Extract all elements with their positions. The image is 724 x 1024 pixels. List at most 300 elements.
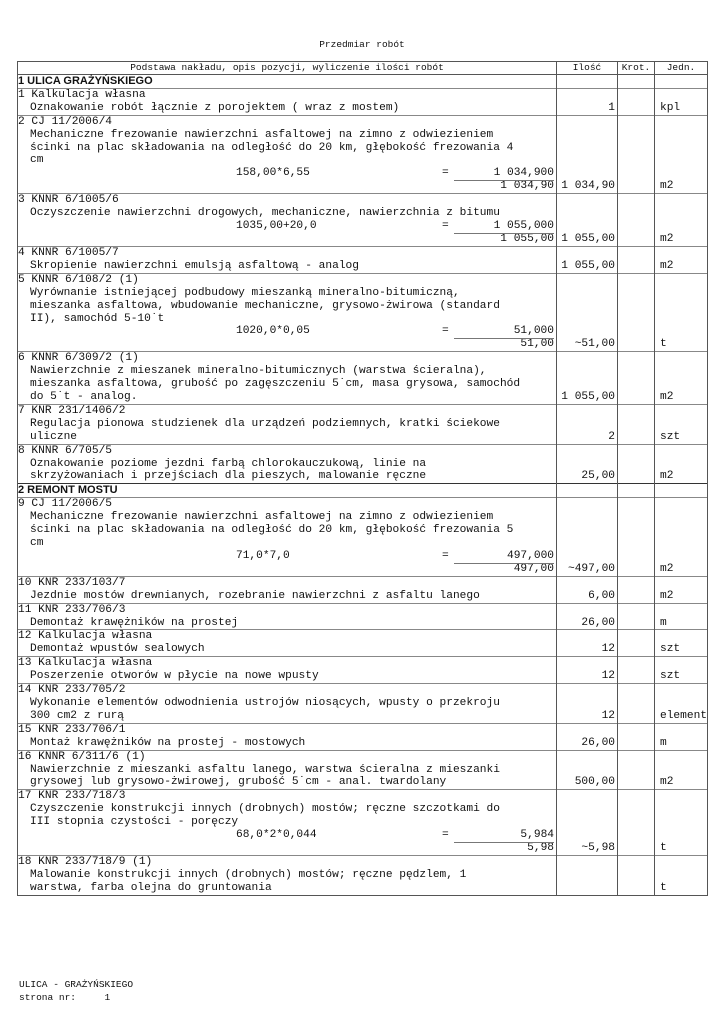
position-description: III stopnia czystości - poręczy	[18, 816, 557, 829]
unit-cell	[655, 603, 708, 616]
calc-result: 51,000	[454, 325, 554, 339]
position-basis: 18 KNR 233/718/9 (1)	[18, 855, 557, 868]
description-row	[18, 287, 708, 300]
unit-cell: szt	[655, 431, 708, 444]
position-basis: 9 CJ 11/2006/5	[18, 498, 557, 511]
multiplier-cell	[618, 233, 655, 246]
description-row	[18, 697, 708, 710]
calc-expression: 68,0*2*0,044	[236, 829, 317, 842]
unit-cell	[655, 498, 708, 511]
multiplier-cell	[618, 207, 655, 220]
position-basis: 7 KNR 231/1406/2	[18, 404, 557, 417]
multiplier-cell	[618, 576, 655, 589]
multiplier-cell	[618, 563, 655, 576]
quantity-cell	[557, 603, 618, 616]
quantity-cell: ~497,00	[557, 563, 618, 576]
quantity-cell	[557, 88, 618, 101]
quantity-cell	[557, 352, 618, 365]
multiplier-cell	[618, 458, 655, 471]
multiplier-cell	[618, 737, 655, 750]
description-row	[18, 816, 708, 829]
unit-cell	[655, 829, 708, 842]
position-description: uliczne	[18, 431, 557, 444]
position-description: Montaż krawężników na prostej - mostowych	[18, 737, 557, 750]
unit-cell	[655, 325, 708, 338]
multiplier-cell	[618, 803, 655, 816]
multiplier-cell	[618, 287, 655, 300]
multiplier-cell	[618, 590, 655, 603]
calc-equals: =	[442, 167, 449, 180]
position-description: Malowanie konstrukcji innych (drobnych) mostów; ręczne pędzlem, 1	[18, 869, 557, 882]
description-row	[18, 511, 708, 524]
unit-cell	[655, 484, 708, 498]
unit-cell	[655, 365, 708, 378]
unit-cell	[655, 129, 708, 142]
quantity-cell: 1 055,00	[557, 391, 618, 404]
multiplier-cell	[618, 697, 655, 710]
calculation-row	[18, 325, 708, 338]
unit-cell: m	[655, 737, 708, 750]
quantity-cell	[557, 194, 618, 207]
multiplier-cell	[618, 378, 655, 391]
unit-cell	[655, 524, 708, 537]
col-header-multiplier: Krot.	[618, 62, 655, 75]
document-title: Przedmiar robót	[319, 39, 405, 50]
description-row	[18, 365, 708, 378]
table-header	[18, 62, 708, 75]
subtotal: 51,00	[18, 338, 557, 351]
position-description: Jezdnie mostów drewnianych, rozebranie nawierzchni z asfaltu lanego	[18, 590, 557, 603]
quantity-cell: 1 034,90	[557, 180, 618, 193]
multiplier-cell	[618, 842, 655, 855]
position-description: Oznakowanie poziome jezdni farbą chlorokauczukową, linie na	[18, 458, 557, 471]
multiplier-cell	[618, 776, 655, 789]
position-description: Oznakowanie robót łącznie z porojektem ( wraz z mostem)	[18, 102, 557, 115]
position-description: Poszerzenie otworów w płycie na nowe wpusty	[18, 670, 557, 683]
quantity-cell	[557, 498, 618, 511]
position-basis-row	[18, 115, 708, 128]
unit-cell	[655, 576, 708, 589]
multiplier-cell	[618, 723, 655, 736]
calc-result: 497,000	[454, 550, 554, 564]
multiplier-cell	[618, 365, 655, 378]
multiplier-cell	[618, 180, 655, 193]
position-description: mieszanka asfaltowa, grubość po zagęszczeniu 5˙cm, masa grysowa, samochód	[18, 378, 557, 391]
quantity-cell	[557, 882, 618, 895]
quantity-cell	[557, 684, 618, 697]
position-basis: 2 CJ 11/2006/4	[18, 115, 557, 128]
quantity-cell	[557, 657, 618, 670]
position-basis-row	[18, 855, 708, 868]
description-row	[18, 590, 708, 603]
unit-cell	[655, 75, 708, 89]
unit-cell: szt	[655, 643, 708, 656]
subtotal: 1 034,90	[18, 180, 557, 193]
quantity-cell	[557, 246, 618, 259]
position-description: Demontaż krawężników na prostej	[18, 617, 557, 630]
multiplier-cell	[618, 816, 655, 829]
description-row	[18, 537, 708, 550]
quantity-cell	[557, 207, 618, 220]
position-description: Mechaniczne frezowanie nawierzchni asfaltowej na zimno z odwiezieniem	[18, 129, 557, 142]
description-row	[18, 418, 708, 431]
unit-cell	[655, 115, 708, 128]
subtotal-row	[18, 563, 708, 576]
calc-expression: 1020,0*0,05	[236, 325, 310, 338]
position-basis-row	[18, 246, 708, 259]
quantity-cell: 26,00	[557, 737, 618, 750]
unit-cell	[655, 352, 708, 365]
quantity-cell: 6,00	[557, 590, 618, 603]
calc-expression: 71,0*7,0	[236, 549, 290, 562]
multiplier-cell	[618, 260, 655, 273]
description-row	[18, 313, 708, 326]
multiplier-cell	[618, 142, 655, 155]
multiplier-cell	[618, 404, 655, 417]
quantity-cell	[557, 458, 618, 471]
unit-cell	[655, 88, 708, 101]
description-row	[18, 207, 708, 220]
unit-cell: szt	[655, 670, 708, 683]
calc-expression: 1035,00+20,0	[236, 220, 317, 233]
description-row	[18, 670, 708, 683]
multiplier-cell	[618, 88, 655, 101]
quantity-cell	[557, 220, 618, 233]
description-row	[18, 142, 708, 155]
position-basis: 3 KNNR 6/1005/6	[18, 194, 557, 207]
position-basis-row	[18, 630, 708, 643]
unit-cell	[655, 550, 708, 563]
position-description: 300 cm2 z rurą	[18, 710, 557, 723]
position-basis: 5 KNNR 6/108/2 (1)	[18, 273, 557, 286]
unit-cell: m2	[655, 776, 708, 789]
unit-cell: m2	[655, 563, 708, 576]
subtotal-row	[18, 233, 708, 246]
quantity-cell	[557, 816, 618, 829]
unit-cell	[655, 803, 708, 816]
quantity-cell	[557, 524, 618, 537]
subtotal-row	[18, 338, 708, 351]
position-description: Wykonanie elementów odwodnienia ustrojów niosących, wpusty o przekroju	[18, 697, 557, 710]
position-description: Nawierzchnie z mieszanki asfaltu lanego, warstwa ścieralna z mieszanki	[18, 764, 557, 777]
page-footer	[19, 979, 133, 1004]
quantity-cell: 25,00	[557, 470, 618, 483]
subtotal: 5,98	[18, 842, 557, 855]
position-basis-row	[18, 498, 708, 511]
position-basis: 15 KNR 233/706/1	[18, 723, 557, 736]
position-basis: 13 Kalkulacja własna	[18, 657, 557, 670]
section-title: 1 ULICA GRAŻYŃSKIEGO	[18, 75, 557, 89]
calculation	[18, 325, 556, 338]
calc-equals: =	[442, 220, 449, 233]
position-basis: 1 Kalkulacja własna	[18, 88, 557, 101]
position-basis: 4 KNNR 6/1005/7	[18, 246, 557, 259]
multiplier-cell	[618, 115, 655, 128]
unit-cell	[655, 657, 708, 670]
unit-cell	[655, 444, 708, 457]
quantity-cell: ~51,00	[557, 338, 618, 351]
multiplier-cell	[618, 102, 655, 115]
multiplier-cell	[618, 129, 655, 142]
calc-result: 5,984	[454, 829, 554, 843]
table-body	[18, 75, 708, 896]
unit-cell	[655, 418, 708, 431]
description-row	[18, 737, 708, 750]
description-row	[18, 617, 708, 630]
position-basis: 11 KNR 233/706/3	[18, 603, 557, 616]
description-row	[18, 643, 708, 656]
calculation-cell	[18, 829, 557, 842]
col-header-quantity: Ilość	[557, 62, 618, 75]
multiplier-cell	[618, 643, 655, 656]
unit-cell	[655, 790, 708, 803]
subtotal-row	[18, 180, 708, 193]
multiplier-cell	[618, 511, 655, 524]
unit-cell	[655, 855, 708, 868]
position-basis-row	[18, 273, 708, 286]
description-row	[18, 524, 708, 537]
unit-cell	[655, 404, 708, 417]
unit-cell	[655, 207, 708, 220]
position-description: Wyrównanie istniejącej podbudowy mieszanką mineralno-bitumiczną,	[18, 287, 557, 300]
quantity-cell	[557, 273, 618, 286]
unit-cell	[655, 723, 708, 736]
quantity-cell: ~5,98	[557, 842, 618, 855]
quantity-cell: 12	[557, 643, 618, 656]
description-row	[18, 458, 708, 471]
unit-cell	[655, 300, 708, 313]
multiplier-cell	[618, 882, 655, 895]
description-row	[18, 391, 708, 404]
quantity-cell	[557, 697, 618, 710]
multiplier-cell	[618, 418, 655, 431]
unit-cell	[655, 246, 708, 259]
multiplier-cell	[618, 246, 655, 259]
calc-equals: =	[442, 549, 449, 562]
calculation	[18, 220, 556, 233]
quantity-cell	[557, 550, 618, 563]
position-description: ścinki na plac składowania na odległość do 20 km, głębokość frezowania 5	[18, 524, 557, 537]
footer-section: ULICA - GRAŻYŃSKIEGO	[19, 979, 134, 990]
position-description: Oczyszczenie nawierzchni drogowych, mechaniczne, nawierzchnia z bitumu	[18, 207, 557, 220]
description-row	[18, 869, 708, 882]
quantity-cell	[557, 750, 618, 763]
quantity-cell	[557, 418, 618, 431]
multiplier-cell	[618, 273, 655, 286]
quantity-cell: 1 055,00	[557, 233, 618, 246]
multiplier-cell	[618, 764, 655, 777]
unit-cell	[655, 167, 708, 180]
description-row	[18, 882, 708, 895]
quantity-cell: 12	[557, 710, 618, 723]
multiplier-cell	[618, 498, 655, 511]
multiplier-cell	[618, 829, 655, 842]
unit-cell: m2	[655, 590, 708, 603]
quantity-cell	[557, 723, 618, 736]
position-description: Skropienie nawierzchni emulsją asfaltową - analog	[18, 260, 557, 273]
quantity-cell: 12	[557, 670, 618, 683]
calculation-cell	[18, 550, 557, 563]
position-description: II), samochód 5-10˙t	[18, 313, 557, 326]
position-description: cm	[18, 537, 557, 550]
calculation-cell	[18, 220, 557, 233]
position-basis: 10 KNR 233/103/7	[18, 576, 557, 589]
multiplier-cell	[618, 391, 655, 404]
unit-cell	[655, 194, 708, 207]
unit-cell	[655, 684, 708, 697]
position-basis-row	[18, 750, 708, 763]
quantity-cell	[557, 378, 618, 391]
quantity-cell	[557, 869, 618, 882]
position-basis-row	[18, 352, 708, 365]
col-header-unit: Jedn.	[655, 62, 708, 75]
quantity-cell	[557, 75, 618, 89]
position-description: ścinki na plac składowania na odległość do 20 km, głębokość frezowania 4	[18, 142, 557, 155]
quantity-cell	[557, 511, 618, 524]
position-basis: 12 Kalkulacja własna	[18, 630, 557, 643]
unit-cell: m2	[655, 470, 708, 483]
unit-cell: m2	[655, 233, 708, 246]
quantity-cell	[557, 154, 618, 167]
position-basis-row	[18, 444, 708, 457]
unit-cell: t	[655, 842, 708, 855]
quantity-cell	[557, 115, 618, 128]
multiplier-cell	[618, 194, 655, 207]
description-row	[18, 776, 708, 789]
unit-cell	[655, 313, 708, 326]
position-basis-row	[18, 88, 708, 101]
calc-expression: 158,00*6,55	[236, 167, 310, 180]
quantity-cell	[557, 365, 618, 378]
position-description: do 5˙t - analog.	[18, 391, 557, 404]
unit-cell	[655, 273, 708, 286]
calculation-row	[18, 220, 708, 233]
calc-result: 1 055,000	[454, 220, 554, 234]
unit-cell	[655, 458, 708, 471]
multiplier-cell	[618, 630, 655, 643]
col-header-description: Podstawa nakładu, opis pozycji, wyliczenie ilości robót	[18, 62, 557, 75]
description-row	[18, 431, 708, 444]
multiplier-cell	[618, 524, 655, 537]
quantity-cell	[557, 537, 618, 550]
quantity-cell	[557, 313, 618, 326]
multiplier-cell	[618, 790, 655, 803]
calculation-row	[18, 550, 708, 563]
position-basis: 16 KNNR 6/311/6 (1)	[18, 750, 557, 763]
unit-cell	[655, 378, 708, 391]
unit-cell	[655, 764, 708, 777]
quantity-cell	[557, 404, 618, 417]
quantity-cell	[557, 803, 618, 816]
multiplier-cell	[618, 313, 655, 326]
multiplier-cell	[618, 220, 655, 233]
position-description: warstwa, farba olejna do gruntowania	[18, 882, 557, 895]
multiplier-cell	[618, 684, 655, 697]
description-row	[18, 154, 708, 167]
position-description: mieszanka asfaltowa, wbudowanie mechaniczne, grysowo-żwirowa (standard	[18, 300, 557, 313]
position-description: Czyszczenie konstrukcji innych (drobnych) mostów; ręczne szczotkami do	[18, 803, 557, 816]
unit-cell	[655, 816, 708, 829]
multiplier-cell	[618, 670, 655, 683]
multiplier-cell	[618, 431, 655, 444]
description-row	[18, 803, 708, 816]
calculation-cell	[18, 325, 557, 338]
description-row	[18, 378, 708, 391]
multiplier-cell	[618, 537, 655, 550]
quantity-cell	[557, 287, 618, 300]
multiplier-cell	[618, 603, 655, 616]
quantity-cell	[557, 764, 618, 777]
quantity-cell: 1	[557, 102, 618, 115]
quantity-cell	[557, 790, 618, 803]
quantity-cell: 1 055,00	[557, 260, 618, 273]
position-description: cm	[18, 154, 557, 167]
multiplier-cell	[618, 484, 655, 498]
unit-cell: m2	[655, 260, 708, 273]
description-row	[18, 300, 708, 313]
multiplier-cell	[618, 869, 655, 882]
quantity-cell	[557, 325, 618, 338]
quantity-cell	[557, 444, 618, 457]
unit-cell	[655, 537, 708, 550]
quantity-cell	[557, 167, 618, 180]
unit-cell	[655, 142, 708, 155]
multiplier-cell	[618, 617, 655, 630]
quantity-cell	[557, 630, 618, 643]
position-basis: 17 KNR 233/718/3	[18, 790, 557, 803]
position-basis-row	[18, 684, 708, 697]
multiplier-cell	[618, 657, 655, 670]
description-row	[18, 102, 708, 115]
quantity-cell: 2	[557, 431, 618, 444]
unit-cell	[655, 220, 708, 233]
multiplier-cell	[618, 154, 655, 167]
position-description: Demontaż wpustów sealowych	[18, 643, 557, 656]
position-basis-row	[18, 194, 708, 207]
unit-cell	[655, 869, 708, 882]
multiplier-cell	[618, 75, 655, 89]
section-header-row	[18, 484, 708, 498]
section-title: 2 REMONT MOSTU	[18, 484, 557, 498]
unit-cell	[655, 697, 708, 710]
quantity-cell	[557, 484, 618, 498]
subtotal: 497,00	[18, 563, 557, 576]
multiplier-cell	[618, 750, 655, 763]
unit-cell	[655, 750, 708, 763]
multiplier-cell	[618, 470, 655, 483]
unit-cell	[655, 630, 708, 643]
unit-cell	[655, 287, 708, 300]
description-row	[18, 710, 708, 723]
multiplier-cell	[618, 550, 655, 563]
calc-equals: =	[442, 829, 449, 842]
description-row	[18, 129, 708, 142]
footer-page-number: 1	[104, 991, 111, 1003]
unit-cell: m	[655, 617, 708, 630]
calculation-row	[18, 829, 708, 842]
position-description: Regulacja pionowa studzienek dla urządzeń podziemnych, kratki ściekowe	[18, 418, 557, 431]
quantity-cell	[557, 576, 618, 589]
calc-result: 1 034,900	[454, 167, 554, 181]
quantity-cell	[557, 855, 618, 868]
unit-cell: t	[655, 882, 708, 895]
position-basis-row	[18, 603, 708, 616]
unit-cell: element	[655, 710, 708, 723]
section-header-row	[18, 75, 708, 89]
multiplier-cell	[618, 338, 655, 351]
position-basis-row	[18, 576, 708, 589]
position-basis-row	[18, 723, 708, 736]
